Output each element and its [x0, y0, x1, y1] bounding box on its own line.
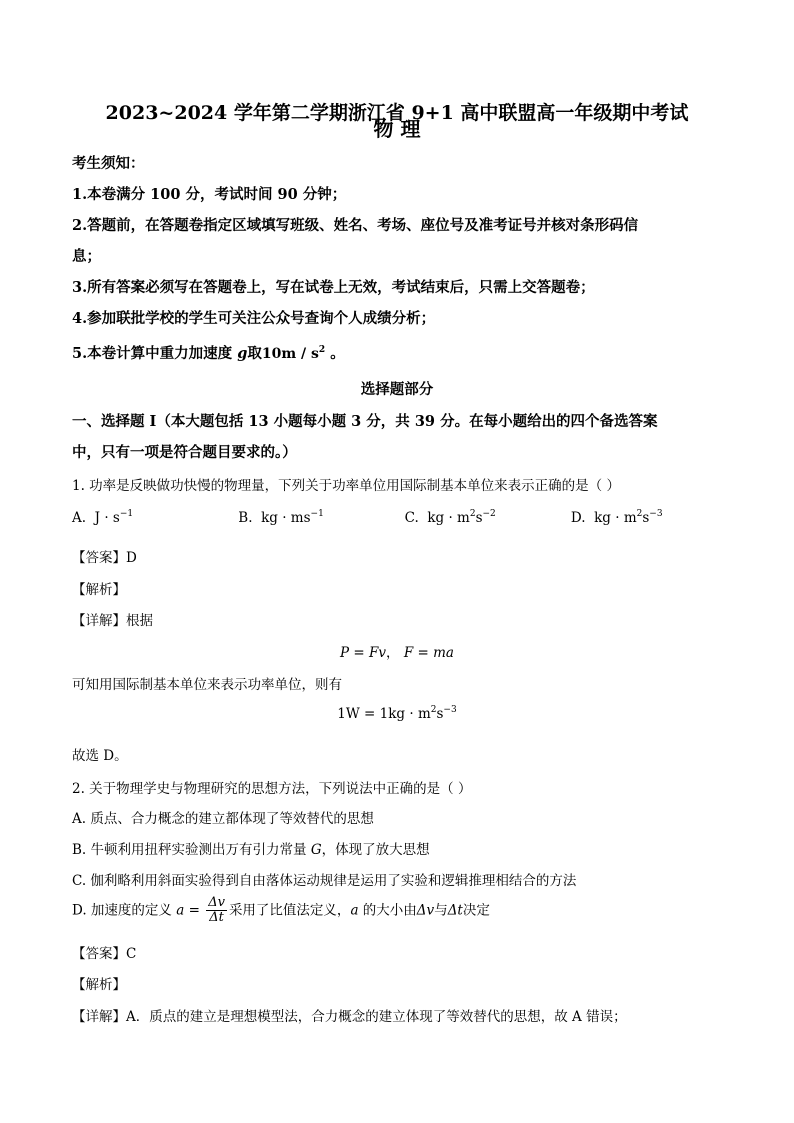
q2-option-c: C. 伽利略利用斜面实验得到自由落体运动规律是运用了实验和逻辑推理相结合的方法 — [72, 873, 577, 889]
q1-detail: 【详解】根据 — [72, 613, 153, 629]
exam-title: 2023~2024 学年第二学期浙江省 9+1 高中联盟高一年级期中考试 — [105, 102, 689, 124]
notice-item-3: 3.所有答案必须写在答题卷上，写在试卷上无效，考试结束后，只需上交答题卷； — [72, 279, 595, 296]
notice-item-2-cont: 息； — [72, 248, 101, 265]
q1-option-a: A. $J \cdot s^{-1}$ — [72, 509, 134, 526]
q2-detail: 【详解】A．质点的建立是理想模型法，合力概念的建立体现了等效替代的思想，故 A 错误； — [72, 1009, 627, 1025]
notice-heading: 考生须知： — [72, 155, 145, 172]
q1-formula-1: P = Fv， F = ma — [340, 645, 454, 661]
q2-option-a: A. 质点、合力概念的建立都体现了等效替代的思想 — [72, 811, 374, 827]
notice-item-2: 2.答题前，在答题卷指定区域填写班级、姓名、考场、座位号及准考证号并核对条形码信 — [72, 217, 639, 234]
q1-option-c: C. kg · $m^2s^{-2}$ — [404, 509, 496, 526]
q1-options — [72, 510, 733, 526]
q1-stem: 1. 功率是反映做功快慢的物理量，下列关于功率单位用国际制基本单位来表示正确的是（ ） — [72, 478, 620, 494]
part1-heading: 一、选择题 I（本大题包括 13 小题每小题 3 分，共 39 分。在每小题给出的四个备选答案 — [72, 413, 658, 430]
q1-conclusion: 故选 D。 — [72, 748, 128, 764]
q2-answer: 【答案】C — [72, 946, 137, 962]
q2-stem: 2. 关于物理学史与物理研究的思想方法，下列说法中正确的是（ ） — [72, 781, 472, 797]
q1-option-d: D. kg · $m^2s^{-3}$ — [570, 509, 663, 526]
q1-line-2: 可知用国际制基本单位来表示功率单位，则有 — [72, 677, 342, 693]
q2-option-d: D. 加速度的定义 a = $\frac{\Delta v}{\Delta t}$ 采用了比值法定义，a 的大小由Δv与Δt决定 — [72, 895, 490, 926]
q1-option-b: B. kg · $ms^{-1}$ — [238, 509, 324, 526]
part1-heading-cont: 中，只有一项是符合题目要求的。） — [72, 444, 297, 461]
subject-title: 物 理 — [373, 117, 421, 141]
notice-item-5: 5.本卷计算中重力加速度 g取$10m / s^2$ 。 — [72, 345, 345, 362]
section-title: 选择题部分 — [360, 381, 434, 398]
q1-analysis: 【解析】 — [72, 582, 126, 598]
q1-answer: 【答案】D — [72, 550, 137, 566]
q2-option-b: B. 牛顿利用扭秤实验测出万有引力常量 G，体现了放大思想 — [72, 842, 430, 858]
q2-fraction: $\frac{\Delta v}{\Delta t}$ — [208, 895, 225, 926]
notice-item-1: 1.本卷满分 100 分，考试时间 90 分钟； — [72, 186, 347, 203]
q1-formula-2: $1W = 1kg \cdot m^2s^{-3}$ — [337, 705, 457, 722]
notice-item-4: 4.参加联批学校的学生可关注公众号查询个人成绩分析； — [72, 310, 436, 327]
q2-analysis: 【解析】 — [72, 977, 126, 993]
